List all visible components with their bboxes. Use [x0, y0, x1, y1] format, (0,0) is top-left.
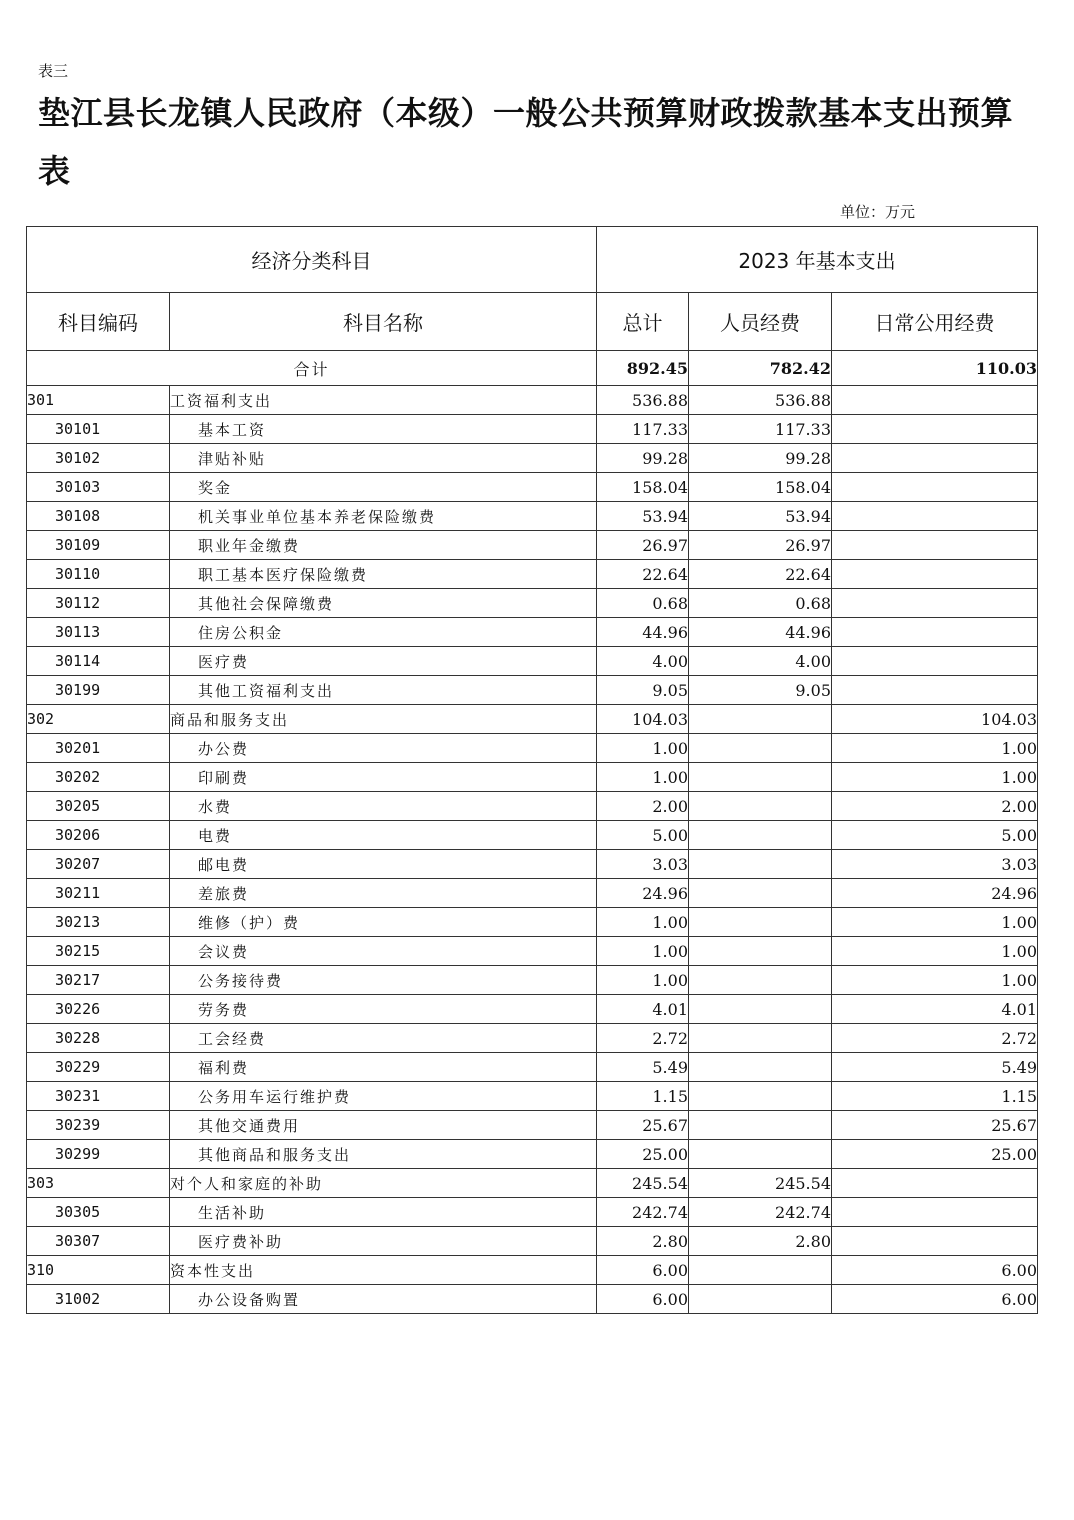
row-total: 2.72 — [597, 1024, 689, 1053]
row-personnel: 2.80 — [689, 1227, 832, 1256]
row-total: 0.68 — [597, 589, 689, 618]
header-economic-classification: 经济分类科目 — [27, 227, 597, 293]
row-name: 公务接待费 — [170, 966, 597, 995]
row-code: 30299 — [27, 1140, 170, 1169]
row-personnel — [689, 879, 832, 908]
row-code: 30207 — [27, 850, 170, 879]
table-row — [27, 734, 1038, 763]
row-total: 158.04 — [597, 473, 689, 502]
row-personnel: 22.64 — [689, 560, 832, 589]
row-name: 职业年金缴费 — [170, 531, 597, 560]
row-personnel: 4.00 — [689, 647, 832, 676]
row-personnel: 242.74 — [689, 1198, 832, 1227]
row-personnel: 245.54 — [689, 1169, 832, 1198]
row-name: 奖金 — [170, 473, 597, 502]
row-code: 30202 — [27, 763, 170, 792]
row-total: 44.96 — [597, 618, 689, 647]
header-total: 总计 — [597, 293, 689, 351]
row-total: 4.01 — [597, 995, 689, 1024]
row-total: 99.28 — [597, 444, 689, 473]
row-personnel — [689, 734, 832, 763]
row-total: 22.64 — [597, 560, 689, 589]
row-personnel: 117.33 — [689, 415, 832, 444]
table-row — [27, 473, 1038, 502]
row-name: 邮电费 — [170, 850, 597, 879]
row-public: 1.00 — [832, 908, 1038, 937]
row-public: 25.00 — [832, 1140, 1038, 1169]
row-public: 6.00 — [832, 1256, 1038, 1285]
table-row — [27, 1024, 1038, 1053]
row-name: 医疗费 — [170, 647, 597, 676]
row-public — [832, 1227, 1038, 1256]
summary-personnel: 782.42 — [689, 351, 832, 386]
row-code: 31002 — [27, 1285, 170, 1314]
row-personnel — [689, 821, 832, 850]
row-total: 1.00 — [597, 937, 689, 966]
summary-row — [27, 351, 1038, 386]
row-personnel: 536.88 — [689, 386, 832, 415]
row-name: 生活补助 — [170, 1198, 597, 1227]
budget-table — [26, 226, 1038, 1314]
row-name: 其他工资福利支出 — [170, 676, 597, 705]
row-public: 1.15 — [832, 1082, 1038, 1111]
row-code: 30109 — [27, 531, 170, 560]
row-name: 差旅费 — [170, 879, 597, 908]
row-public — [832, 618, 1038, 647]
row-total: 1.00 — [597, 908, 689, 937]
table-row — [27, 1082, 1038, 1111]
table-row — [27, 589, 1038, 618]
row-name: 机关事业单位基本养老保险缴费 — [170, 502, 597, 531]
row-name: 商品和服务支出 — [170, 705, 597, 734]
row-total: 4.00 — [597, 647, 689, 676]
row-code: 302 — [27, 705, 170, 734]
table-row — [27, 821, 1038, 850]
row-public: 1.00 — [832, 734, 1038, 763]
table-row — [27, 1198, 1038, 1227]
unit-label: 单位：万元 — [840, 203, 916, 221]
row-code: 301 — [27, 386, 170, 415]
row-code: 30103 — [27, 473, 170, 502]
row-code: 30205 — [27, 792, 170, 821]
row-total: 9.05 — [597, 676, 689, 705]
row-code: 30226 — [27, 995, 170, 1024]
row-public: 24.96 — [832, 879, 1038, 908]
row-total: 536.88 — [597, 386, 689, 415]
row-personnel — [689, 763, 832, 792]
row-name: 办公费 — [170, 734, 597, 763]
table-row — [27, 1227, 1038, 1256]
row-personnel — [689, 1285, 832, 1314]
row-personnel: 9.05 — [689, 676, 832, 705]
row-name: 津贴补贴 — [170, 444, 597, 473]
row-personnel — [689, 1024, 832, 1053]
row-name: 办公设备购置 — [170, 1285, 597, 1314]
row-name: 职工基本医疗保险缴费 — [170, 560, 597, 589]
row-total: 1.00 — [597, 763, 689, 792]
row-personnel — [689, 966, 832, 995]
row-code: 30108 — [27, 502, 170, 531]
row-public — [832, 560, 1038, 589]
header-code: 科目编码 — [27, 293, 170, 351]
summary-label: 合计 — [27, 351, 597, 386]
row-total: 6.00 — [597, 1285, 689, 1314]
row-name: 电费 — [170, 821, 597, 850]
row-total: 24.96 — [597, 879, 689, 908]
summary-total: 892.45 — [597, 351, 689, 386]
row-code: 30201 — [27, 734, 170, 763]
row-public — [832, 502, 1038, 531]
row-name: 基本工资 — [170, 415, 597, 444]
row-name: 资本性支出 — [170, 1256, 597, 1285]
header-name: 科目名称 — [170, 293, 597, 351]
row-code: 30231 — [27, 1082, 170, 1111]
page-title: 垫江县长龙镇人民政府（本级）一般公共预算财政拨款基本支出预算表 — [38, 94, 1014, 190]
row-public — [832, 1169, 1038, 1198]
row-personnel — [689, 705, 832, 734]
row-total: 1.00 — [597, 734, 689, 763]
table-row — [27, 1111, 1038, 1140]
row-code: 30211 — [27, 879, 170, 908]
row-personnel — [689, 1111, 832, 1140]
table-row — [27, 879, 1038, 908]
row-total: 6.00 — [597, 1256, 689, 1285]
row-public: 1.00 — [832, 763, 1038, 792]
row-code: 30102 — [27, 444, 170, 473]
table-row — [27, 502, 1038, 531]
row-public — [832, 589, 1038, 618]
row-public: 2.72 — [832, 1024, 1038, 1053]
row-code: 30228 — [27, 1024, 170, 1053]
row-public: 6.00 — [832, 1285, 1038, 1314]
row-name: 维修（护）费 — [170, 908, 597, 937]
table-row — [27, 676, 1038, 705]
row-name: 其他交通费用 — [170, 1111, 597, 1140]
table-row — [27, 937, 1038, 966]
row-name: 医疗费补助 — [170, 1227, 597, 1256]
row-personnel: 158.04 — [689, 473, 832, 502]
row-personnel — [689, 792, 832, 821]
row-name: 印刷费 — [170, 763, 597, 792]
row-personnel: 44.96 — [689, 618, 832, 647]
row-personnel — [689, 1082, 832, 1111]
table-row — [27, 444, 1038, 473]
summary-public: 110.03 — [832, 351, 1038, 386]
row-personnel — [689, 1053, 832, 1082]
row-code: 30113 — [27, 618, 170, 647]
row-code: 30215 — [27, 937, 170, 966]
row-personnel: 99.28 — [689, 444, 832, 473]
table-row — [27, 1256, 1038, 1285]
header-personnel: 人员经费 — [689, 293, 832, 351]
row-code: 30213 — [27, 908, 170, 937]
table-row — [27, 1285, 1038, 1314]
row-total: 5.00 — [597, 821, 689, 850]
row-total: 104.03 — [597, 705, 689, 734]
row-personnel — [689, 850, 832, 879]
row-name: 住房公积金 — [170, 618, 597, 647]
table-row — [27, 1140, 1038, 1169]
row-public: 25.67 — [832, 1111, 1038, 1140]
row-code: 310 — [27, 1256, 170, 1285]
page-label: 表三 — [38, 62, 69, 80]
row-public — [832, 415, 1038, 444]
row-total: 5.49 — [597, 1053, 689, 1082]
row-public: 104.03 — [832, 705, 1038, 734]
table-row — [27, 908, 1038, 937]
table-row — [27, 966, 1038, 995]
table-row — [27, 560, 1038, 589]
row-total: 242.74 — [597, 1198, 689, 1227]
row-personnel — [689, 995, 832, 1024]
row-personnel: 26.97 — [689, 531, 832, 560]
row-code: 30110 — [27, 560, 170, 589]
table-row — [27, 415, 1038, 444]
table-row — [27, 850, 1038, 879]
row-total: 1.00 — [597, 966, 689, 995]
row-name: 劳务费 — [170, 995, 597, 1024]
row-code: 30305 — [27, 1198, 170, 1227]
table-row — [27, 618, 1038, 647]
table-body — [27, 351, 1038, 1314]
row-name: 其他商品和服务支出 — [170, 1140, 597, 1169]
header-public: 日常公用经费 — [832, 293, 1038, 351]
table-row — [27, 995, 1038, 1024]
row-public: 3.03 — [832, 850, 1038, 879]
header-row-group — [27, 227, 1038, 293]
row-personnel — [689, 908, 832, 937]
table-row — [27, 705, 1038, 734]
row-public — [832, 647, 1038, 676]
row-personnel — [689, 937, 832, 966]
table-row — [27, 647, 1038, 676]
row-total: 2.00 — [597, 792, 689, 821]
table-row — [27, 792, 1038, 821]
row-public: 1.00 — [832, 937, 1038, 966]
table-row — [27, 1053, 1038, 1082]
header-row-columns — [27, 293, 1038, 351]
row-code: 30229 — [27, 1053, 170, 1082]
row-total: 1.15 — [597, 1082, 689, 1111]
row-total: 117.33 — [597, 415, 689, 444]
row-name: 福利费 — [170, 1053, 597, 1082]
row-public — [832, 473, 1038, 502]
row-code: 30114 — [27, 647, 170, 676]
row-personnel: 0.68 — [689, 589, 832, 618]
row-code: 30206 — [27, 821, 170, 850]
table-row — [27, 1169, 1038, 1198]
row-total: 25.67 — [597, 1111, 689, 1140]
row-code: 30217 — [27, 966, 170, 995]
row-public — [832, 386, 1038, 415]
row-code: 30239 — [27, 1111, 170, 1140]
row-total: 53.94 — [597, 502, 689, 531]
row-public: 4.01 — [832, 995, 1038, 1024]
row-personnel — [689, 1140, 832, 1169]
row-public — [832, 444, 1038, 473]
row-code: 30101 — [27, 415, 170, 444]
header-basic-expenditure: 2023 年基本支出 — [597, 227, 1038, 293]
row-total: 3.03 — [597, 850, 689, 879]
row-name: 对个人和家庭的补助 — [170, 1169, 597, 1198]
row-name: 其他社会保障缴费 — [170, 589, 597, 618]
table-row — [27, 531, 1038, 560]
row-public — [832, 676, 1038, 705]
row-name: 公务用车运行维护费 — [170, 1082, 597, 1111]
row-total: 25.00 — [597, 1140, 689, 1169]
row-name: 工会经费 — [170, 1024, 597, 1053]
row-code: 303 — [27, 1169, 170, 1198]
row-name: 工资福利支出 — [170, 386, 597, 415]
row-public: 5.49 — [832, 1053, 1038, 1082]
row-public: 5.00 — [832, 821, 1038, 850]
row-code: 30199 — [27, 676, 170, 705]
row-total: 245.54 — [597, 1169, 689, 1198]
row-name: 会议费 — [170, 937, 597, 966]
row-public — [832, 531, 1038, 560]
row-name: 水费 — [170, 792, 597, 821]
row-public — [832, 1198, 1038, 1227]
row-code: 30112 — [27, 589, 170, 618]
row-total: 2.80 — [597, 1227, 689, 1256]
row-personnel: 53.94 — [689, 502, 832, 531]
table-row — [27, 386, 1038, 415]
row-public: 1.00 — [832, 966, 1038, 995]
table-row — [27, 763, 1038, 792]
row-total: 26.97 — [597, 531, 689, 560]
row-public: 2.00 — [832, 792, 1038, 821]
row-code: 30307 — [27, 1227, 170, 1256]
row-personnel — [689, 1256, 832, 1285]
